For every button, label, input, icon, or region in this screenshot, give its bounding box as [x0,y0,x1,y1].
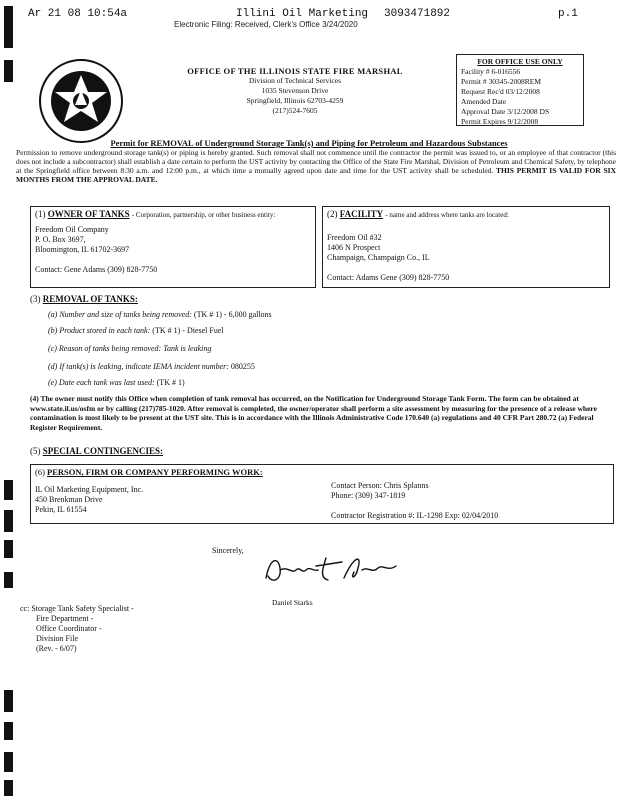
owner-name: Freedom Oil Company [35,225,109,234]
office-city: Springfield, Illinois 62703-4259 [246,96,344,105]
office-use-box [456,54,584,126]
office-use-header: FOR OFFICE USE ONLY [477,57,563,66]
edge-mark [4,780,13,796]
owner-address: P. O. Box 3697, [35,235,86,244]
office-title: OFFICE OF THE ILLINOIS STATE FIRE MARSHAL [187,66,403,76]
owner-heading: OWNER OF TANKS [47,209,130,219]
owner-section [30,206,316,288]
notice-paragraph [30,394,616,432]
intro-valid: THIS PERMIT IS VALID FOR SIX MONTHS FROM THE APPROVAL DATE. [16,166,616,184]
edge-mark [4,6,13,48]
facility-heading: FACILITY [339,209,384,219]
removal-item-b [48,326,224,335]
edge-mark [4,572,13,588]
removal-d-label: (d) If tank(s) is leaking, indicate IEMA incident number: [48,362,229,371]
edge-mark [4,752,13,772]
intro-paragraph [16,148,616,184]
cc-line: Division File [36,634,79,643]
removal-a-value: (TK # 1) - 6,000 gallons [193,310,272,319]
removal-heading: REMOVAL OF TANKS: [42,294,138,304]
removal-item-c [48,344,211,353]
removal-c-label: (c) Reason of tanks being removed: Tank is leaking [48,344,212,353]
office-street: 1035 Stevenson Drive [261,86,329,95]
edge-mark [4,510,13,532]
facility-heading-note: - name and address where tanks are located: [385,211,509,219]
contractor-registration: Contractor Registration #: IL-1298 Exp: 02/04/2010 [331,511,499,520]
cc-line: Office Coordinator - [36,624,102,633]
removal-e-value: (TK # 1) [156,378,185,387]
fax-date-time: Ar 21 08 10:54a [28,8,128,20]
removal-item-d [48,362,255,371]
contractor-phone: Phone: (309) 347-1819 [331,491,406,500]
special-heading: SPECIAL CONTINGENCIES: [42,446,164,456]
office-header [170,66,420,116]
removal-heading-row [30,294,138,304]
contractor-name: IL Oil Marketing Equipment, Inc. [35,485,144,494]
special-heading-row [30,446,163,456]
cc-line: cc: Storage Tank Safety Specialist - [20,604,134,613]
office-use-expires: Permit Expires 9/12/2008 [461,117,539,126]
removal-b-label: (b) Product stored in each tank: [48,326,151,335]
facility-contact: Contact: Adams Gene (309) 828-7750 [327,273,450,282]
owner-heading-note: - Corporation, partnership, or other business entity: [131,211,276,219]
edge-mark [4,722,13,740]
facility-city: Champaign, Champaign Co., IL [327,253,430,262]
office-use-permit: Permit # 30345-2008REM [461,77,541,86]
contractor-street: 450 Brenkman Drive [35,495,103,504]
office-use-facility: Facility # 6-016556 [461,67,521,76]
fire-marshal-seal-icon [38,58,124,144]
removal-a-label: (a) Number and size of tanks being removed: [48,310,192,319]
contractor-contact-person: Contact Person: Chris Splanns [331,481,429,490]
fax-company: Illini Oil Marketing [236,8,369,20]
edge-mark [4,60,13,82]
intro-body: Permission to remove underground storage tank(s) or piping is hereby granted. Such removal shall not commence until the contractor the permit was issued to, or an employee of that contractor (this does not include a subcontractor) shall establish a date certain to perform the UST activity by contacting the Office of the State Fire Marshal, Division of Petroleum and Chemical Safety, by telephone at the Springfield office between 8:30 a.m. and 12:00 p.m., at which time a mutually agreed upon date and time for the UST activity shall be scheduled. [16,148,616,175]
removal-e-label: (e) Date each tank was last used: [48,378,155,387]
office-division: Division of Technical Services [248,76,342,85]
filing-stamp: Electronic Filing: Received, Clerk's Office 3/24/2020 [174,20,358,29]
office-phone: (217)524-7605 [272,106,318,115]
removal-d-value: 080255 [230,362,255,371]
owner-contact: Contact: Gene Adams (309) 828-7750 [35,265,158,274]
cc-line: (Rev. - 6/07) [36,644,77,653]
facility-section [322,206,610,288]
facility-num: (2) [327,209,338,219]
handwritten-signature [258,548,406,588]
edge-mark [4,540,13,558]
removal-item-e [48,378,185,387]
notice-text: The owner must notify this Office when completion of tank removal has occurred, on the Notification for Underground Storage Tank Form. The form can be obtained at www.state.il.us/osfm or by calling (217)785-1020. After removal is completed, the owner/operator shall perform a site assessment by measuring for the presence of a release where contamination is most likely to be present at the UST site. This is in accordance with the Illinois Administrative Code 170.640 (a) regulations and 40 CFR Part 280.72 (a) Federal Register Requirement. [30,394,597,432]
edge-mark [4,690,13,712]
removal-num: (3) [30,294,41,304]
fax-phone: 3093471892 [384,8,451,20]
contractor-heading: PERSON, FIRM OR COMPANY PERFORMING WORK: [47,467,263,477]
fax-page: p.1 [558,8,578,20]
facility-address: 1406 N Prospect [327,243,381,252]
cc-line: Fire Department - [36,614,94,623]
facility-name: Freedom Oil #32 [327,233,382,242]
permit-title: Permit for REMOVAL of Underground Storage Tank(s) and Piping for Petroleum and Hazardous Substances [110,138,508,148]
office-use-amended: Amended Date [461,97,507,106]
closing: Sincerely, [212,546,244,555]
special-num: (5) [30,446,41,456]
office-use-approval: Approval Date 3/12/2008 DS [461,107,550,116]
edge-mark [4,480,13,500]
removal-b-value: (TK # 1) - Diesel Fuel [152,326,224,335]
contractor-num: (6) [35,467,45,477]
owner-num: (1) [35,209,46,219]
office-use-request: Request Rec'd 03/12/2008 [461,87,540,96]
notice-num: (4) [30,394,39,403]
signer-name: Daniel Starks [272,598,313,607]
removal-item-a [48,310,272,319]
cc-list [20,604,134,654]
contractor-city: Pekin, IL 61554 [35,505,87,514]
owner-city: Bloomington, IL 61702-3697 [35,245,130,254]
contractor-section [30,464,614,524]
